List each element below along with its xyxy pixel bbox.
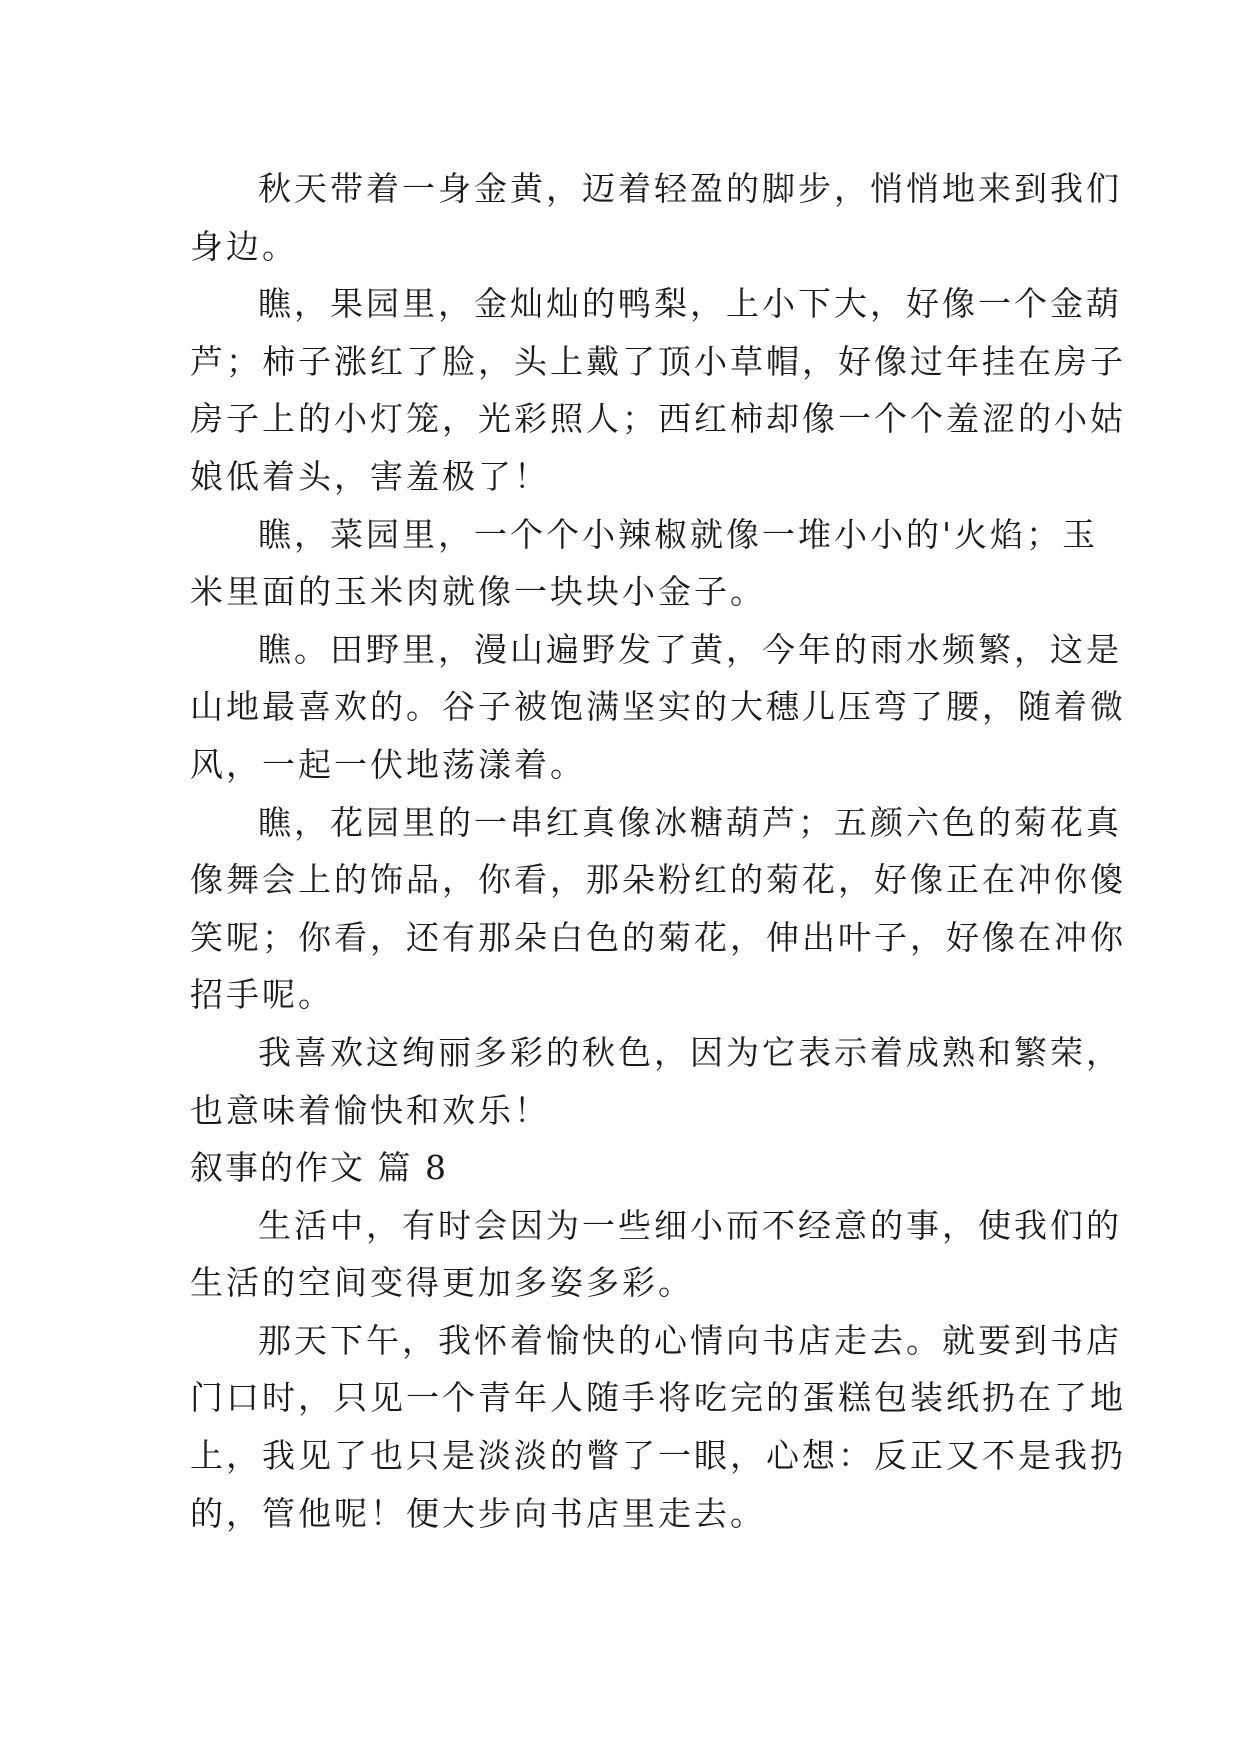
- text-line: 瞧，花园里的一串红真像冰糖葫芦；五颜六色的菊花真: [258, 802, 1122, 842]
- text-line: 房子上的小灯笼，光彩照人；西红柿却像一个个羞涩的小姑: [190, 399, 1126, 439]
- text-line: 上，我见了也只是淡淡的瞥了一眼，心想：反正又不是我扔: [190, 1436, 1126, 1476]
- text-line: 山地最喜欢的。谷子被饱满坚实的大穗儿压弯了腰，随着微: [190, 687, 1126, 727]
- document-body: [190, 160, 1126, 1542]
- text-line: 我喜欢这绚丽多彩的秋色，因为它表示着成熟和繁荣，: [258, 1032, 1122, 1072]
- text-line: 瞧，菜园里，一个个小辣椒就像一堆小小的'火焰；玉: [258, 514, 1099, 554]
- text-line: 门口时，只见一个青年人随手将吃完的蛋糕包装纸扔在了地: [190, 1378, 1126, 1418]
- text-line: 瞧。田野里，漫山遍野发了黄，今年的雨水频繁，这是: [258, 629, 1122, 669]
- text-line: 身边。: [190, 226, 298, 266]
- text-line: 风，一起一伏地荡漾着。: [190, 744, 586, 784]
- text-line: 娘低着头，害羞极了！: [190, 456, 550, 496]
- text-line: 也意味着愉快和欢乐！: [190, 1090, 550, 1130]
- text-line: 像舞会上的饰品，你看，那朵粉红的菊花，好像正在冲你傻: [190, 860, 1126, 900]
- text-line: 芦；柿子涨红了脸，头上戴了顶小草帽，好像过年挂在房子: [190, 341, 1126, 381]
- text-line: 生活的空间变得更加多姿多彩。: [190, 1263, 694, 1303]
- text-line: 的，管他呢！便大步向书店里走去。: [190, 1493, 766, 1533]
- text-line: 那天下午，我怀着愉快的心情向书店走去。就要到书店: [258, 1320, 1122, 1360]
- text-line: 米里面的玉米肉就像一块块小金子。: [190, 572, 766, 612]
- text-line: 瞧，果园里，金灿灿的鸭梨，上小下大，好像一个金葫: [258, 284, 1122, 324]
- text-line: 笑呢；你看，还有那朵白色的菊花，伸出叶子，好像在冲你: [190, 917, 1126, 957]
- section-heading: 叙事的作文 篇 8: [190, 1148, 448, 1188]
- text-line: 招手呢。: [190, 975, 334, 1015]
- text-line: 秋天带着一身金黄，迈着轻盈的脚步，悄悄地来到我们: [258, 169, 1122, 208]
- text-line: 生活中，有时会因为一些细小而不经意的事，使我们的: [258, 1205, 1122, 1245]
